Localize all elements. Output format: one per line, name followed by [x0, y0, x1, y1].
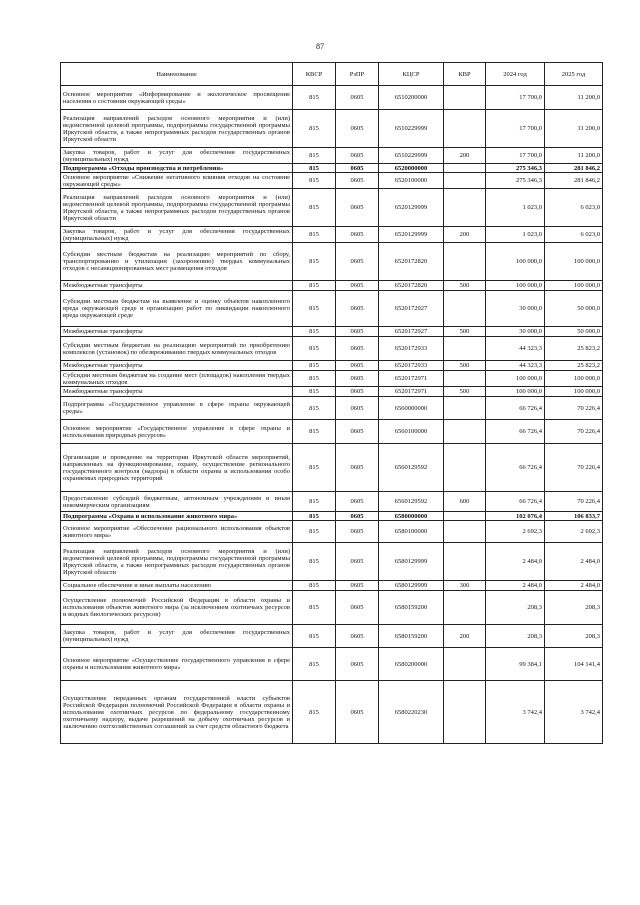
- cell-kvsr: 815: [293, 337, 336, 361]
- cell-kvsr: 815: [293, 227, 336, 243]
- col-header-kcsr: КЦСР: [379, 63, 444, 86]
- cell-rzpr: 0605: [336, 173, 379, 189]
- cell-y2025: 50 000,0: [545, 291, 603, 327]
- cell-name: Закупка товаров, работ и услуг для обеспечения государственных (муниципальных) нужд: [61, 625, 293, 648]
- cell-kvsr: 815: [293, 521, 336, 543]
- cell-kvsr: 815: [293, 243, 336, 281]
- cell-rzpr: 0605: [336, 291, 379, 327]
- table-row: [61, 327, 603, 337]
- cell-rzpr: 0605: [336, 444, 379, 492]
- cell-rzpr: 0605: [336, 581, 379, 591]
- cell-kcsr: 6580000000: [379, 512, 444, 521]
- cell-y2025: 3 742,4: [545, 681, 603, 744]
- cell-name: Предоставление субсидий бюджетным, автономным учреждениям и иным некоммерческим организациям: [61, 492, 293, 512]
- table-row: [61, 371, 603, 387]
- cell-y2025: 208,3: [545, 591, 603, 625]
- cell-kcsr: 6520172927: [379, 327, 444, 337]
- cell-name: Межбюджетные трансферты: [61, 387, 293, 397]
- cell-kcsr: 6560100000: [379, 420, 444, 444]
- cell-kcsr: 6580100000: [379, 521, 444, 543]
- cell-rzpr: 0605: [336, 397, 379, 420]
- cell-y2024: 100 000,0: [486, 281, 545, 291]
- cell-kvsr: 815: [293, 681, 336, 744]
- cell-y2025: 2 484,0: [545, 543, 603, 581]
- cell-y2024: 1 023,0: [486, 189, 545, 227]
- cell-y2025: 70 226,4: [545, 444, 603, 492]
- cell-name: Субсидии местным бюджетам на реализацию мероприятий по сбору, транспортированию и утилизации (захоронению) твердых коммунальных отходов с несанкционированных мест размещения отходов: [61, 243, 293, 281]
- cell-y2024: 275 346,3: [486, 164, 545, 173]
- cell-y2025: 281 846,2: [545, 164, 603, 173]
- cell-rzpr: 0605: [336, 361, 379, 371]
- cell-kvsr: 815: [293, 371, 336, 387]
- cell-y2024: 100 000,0: [486, 243, 545, 281]
- cell-rzpr: 0605: [336, 543, 379, 581]
- cell-y2024: 66 726,4: [486, 420, 545, 444]
- table-row: [61, 173, 603, 189]
- cell-name: Субсидии местным бюджетам на выявление и оценку объектов накопленного вреда окружающей среде и организацию работ по ликвидации накопленного вреда окружающей среде: [61, 291, 293, 327]
- table-row: [61, 387, 603, 397]
- cell-name: Реализация направлений расходов основного мероприятия и (или) ведомственной целевой программы, подпрограммы государственной программы Иркутской области, а также непрограммных расходов государственных органов Иркутской области: [61, 110, 293, 148]
- cell-kvsr: 815: [293, 189, 336, 227]
- table-row: [61, 543, 603, 581]
- cell-kvr: 200: [444, 227, 486, 243]
- col-header-rzpr: РзПР: [336, 63, 379, 86]
- cell-y2024: 208,3: [486, 625, 545, 648]
- cell-kvsr: 815: [293, 625, 336, 648]
- cell-name: Социальное обеспечение и иные выплаты населению: [61, 581, 293, 591]
- cell-kvr: 500: [444, 281, 486, 291]
- table-row: [61, 492, 603, 512]
- cell-y2024: 2 484,0: [486, 581, 545, 591]
- cell-name: Межбюджетные трансферты: [61, 327, 293, 337]
- cell-rzpr: 0605: [336, 281, 379, 291]
- cell-y2025: 6 023,0: [545, 189, 603, 227]
- cell-y2024: 99 384,1: [486, 648, 545, 681]
- cell-kcsr: 6520172933: [379, 361, 444, 371]
- table-row: [61, 148, 603, 164]
- cell-kvsr: 815: [293, 397, 336, 420]
- cell-kvr: [444, 591, 486, 625]
- cell-y2025: 11 200,0: [545, 110, 603, 148]
- cell-kvr: [444, 110, 486, 148]
- col-header-kvr: КВР: [444, 63, 486, 86]
- cell-rzpr: 0605: [336, 86, 379, 110]
- cell-y2025: 100 000,0: [545, 281, 603, 291]
- cell-kvr: [444, 512, 486, 521]
- cell-kvr: [444, 648, 486, 681]
- table-header-row: [61, 63, 603, 86]
- cell-kcsr: 6510229999: [379, 148, 444, 164]
- cell-kcsr: 6580129999: [379, 581, 444, 591]
- cell-rzpr: 0605: [336, 492, 379, 512]
- cell-rzpr: 0605: [336, 337, 379, 361]
- col-header-2024: 2024 год: [486, 63, 545, 86]
- cell-kvsr: 815: [293, 591, 336, 625]
- table-row: [61, 521, 603, 543]
- table-row: [61, 581, 603, 591]
- cell-kcsr: 6510200000: [379, 86, 444, 110]
- table-row: [61, 164, 603, 173]
- cell-y2024: 66 726,4: [486, 444, 545, 492]
- cell-rzpr: 0605: [336, 327, 379, 337]
- cell-y2025: 11 200,0: [545, 148, 603, 164]
- cell-kvr: 500: [444, 327, 486, 337]
- cell-y2025: 2 692,3: [545, 521, 603, 543]
- cell-kcsr: 6520100000: [379, 173, 444, 189]
- cell-name: Межбюджетные трансферты: [61, 281, 293, 291]
- cell-name: Подпрограмма «Отходы производства и потребления»: [61, 164, 293, 173]
- cell-name: Основное мероприятие «Государственное управление в сфере охраны и использования природных ресурсов»: [61, 420, 293, 444]
- cell-y2025: 208,3: [545, 625, 603, 648]
- cell-y2024: 100 000,0: [486, 387, 545, 397]
- table-row: [61, 591, 603, 625]
- cell-kvr: [444, 291, 486, 327]
- cell-y2025: 104 141,4: [545, 648, 603, 681]
- cell-y2025: 50 000,0: [545, 327, 603, 337]
- cell-rzpr: 0605: [336, 164, 379, 173]
- cell-rzpr: 0605: [336, 521, 379, 543]
- cell-kvr: [444, 189, 486, 227]
- cell-y2025: 100 000,0: [545, 243, 603, 281]
- cell-name: Закупка товаров, работ и услуг для обеспечения государственных (муниципальных) нужд: [61, 227, 293, 243]
- cell-kvr: 200: [444, 625, 486, 648]
- cell-y2025: 100 000,0: [545, 387, 603, 397]
- cell-rzpr: 0605: [336, 110, 379, 148]
- cell-y2024: 17 700,0: [486, 86, 545, 110]
- table-row: [61, 648, 603, 681]
- cell-y2024: 2 692,3: [486, 521, 545, 543]
- cell-y2024: 44 323,3: [486, 361, 545, 371]
- cell-kvsr: 815: [293, 648, 336, 681]
- col-header-2025: 2025 год: [545, 63, 603, 86]
- cell-y2025: 11 200,0: [545, 86, 603, 110]
- table-row: [61, 444, 603, 492]
- cell-y2024: 66 726,4: [486, 492, 545, 512]
- cell-kvsr: 815: [293, 581, 336, 591]
- table-row: [61, 227, 603, 243]
- cell-y2024: 102 076,4: [486, 512, 545, 521]
- cell-kvsr: 815: [293, 512, 336, 521]
- cell-kcsr: 6520172927: [379, 291, 444, 327]
- cell-kcsr: 6560129592: [379, 444, 444, 492]
- cell-kcsr: 6520129999: [379, 189, 444, 227]
- cell-y2024: 2 484,0: [486, 543, 545, 581]
- cell-kvsr: 815: [293, 361, 336, 371]
- cell-kvsr: 815: [293, 173, 336, 189]
- cell-y2024: 44 323,3: [486, 337, 545, 361]
- cell-name: Реализация направлений расходов основного мероприятия и (или) ведомственной целевой программы, подпрограммы государственной программы Иркутской области, а также непрограммных расходов государственных органов Иркутской области: [61, 189, 293, 227]
- cell-kvr: [444, 243, 486, 281]
- cell-name: Основное мероприятие «Снижение негативного влияния отходов на состояние окружающей среды»: [61, 173, 293, 189]
- cell-name: Субсидии местным бюджетам на реализацию мероприятий по приобретению комплексов (установок) по обезвреживанию твердых коммунальных отходов: [61, 337, 293, 361]
- table-row: [61, 420, 603, 444]
- cell-rzpr: 0605: [336, 625, 379, 648]
- cell-kvr: [444, 521, 486, 543]
- cell-kvr: [444, 337, 486, 361]
- cell-rzpr: 0605: [336, 512, 379, 521]
- table-row: [61, 681, 603, 744]
- cell-y2025: 100 000,0: [545, 371, 603, 387]
- cell-kvsr: 815: [293, 444, 336, 492]
- cell-kvr: 500: [444, 387, 486, 397]
- cell-y2024: 66 726,4: [486, 397, 545, 420]
- cell-kcsr: 6510229999: [379, 110, 444, 148]
- cell-rzpr: 0605: [336, 648, 379, 681]
- cell-rzpr: 0605: [336, 243, 379, 281]
- cell-kvr: [444, 164, 486, 173]
- cell-kcsr: 6520172820: [379, 243, 444, 281]
- cell-kcsr: 6520000000: [379, 164, 444, 173]
- cell-y2025: 25 823,2: [545, 361, 603, 371]
- cell-rzpr: 0605: [336, 227, 379, 243]
- cell-name: Организация и проведение на территории Иркутской области мероприятий, направленных на функционирование, охрану, осуществление регионального государственного контроля (надзора) в области охраны и использования особо охраняемых природных территорий: [61, 444, 293, 492]
- table-row: [61, 361, 603, 371]
- cell-kvr: [444, 420, 486, 444]
- cell-kvsr: 815: [293, 327, 336, 337]
- cell-rzpr: 0605: [336, 189, 379, 227]
- cell-rzpr: 0605: [336, 148, 379, 164]
- cell-kvr: [444, 86, 486, 110]
- cell-kcsr: 6580129999: [379, 543, 444, 581]
- table-row: [61, 86, 603, 110]
- table-row: [61, 243, 603, 281]
- cell-kvsr: 815: [293, 291, 336, 327]
- cell-y2024: 30 000,0: [486, 327, 545, 337]
- cell-y2025: 106 833,7: [545, 512, 603, 521]
- budget-table: [60, 62, 603, 744]
- cell-name: Подпрограмма «Государственное управление в сфере охраны окружающей среды»: [61, 397, 293, 420]
- cell-kvsr: 815: [293, 148, 336, 164]
- cell-kvr: 500: [444, 361, 486, 371]
- cell-kcsr: 6520172971: [379, 371, 444, 387]
- cell-kcsr: 6560000000: [379, 397, 444, 420]
- cell-kvsr: 815: [293, 110, 336, 148]
- table-row: [61, 337, 603, 361]
- cell-rzpr: 0605: [336, 681, 379, 744]
- cell-kcsr: 6580220230: [379, 681, 444, 744]
- cell-y2024: 208,3: [486, 591, 545, 625]
- cell-kvr: [444, 543, 486, 581]
- cell-kcsr: 6580159200: [379, 625, 444, 648]
- table-row: [61, 291, 603, 327]
- cell-y2025: 70 226,4: [545, 420, 603, 444]
- cell-y2025: 25 823,2: [545, 337, 603, 361]
- cell-kvsr: 815: [293, 543, 336, 581]
- cell-kvsr: 815: [293, 492, 336, 512]
- table-row: [61, 110, 603, 148]
- cell-y2024: 17 700,0: [486, 148, 545, 164]
- cell-rzpr: 0605: [336, 420, 379, 444]
- cell-kvr: [444, 173, 486, 189]
- cell-y2024: 3 742,4: [486, 681, 545, 744]
- cell-y2025: 70 226,4: [545, 492, 603, 512]
- cell-kvsr: 815: [293, 164, 336, 173]
- cell-kvr: [444, 397, 486, 420]
- cell-kcsr: 6580159200: [379, 591, 444, 625]
- cell-kcsr: 6520129999: [379, 227, 444, 243]
- cell-name: Основное мероприятие «Осуществление государственного управления в сфере охраны и использования животного мира»: [61, 648, 293, 681]
- table-row: [61, 281, 603, 291]
- table-row: [61, 189, 603, 227]
- page-number: 87: [316, 42, 324, 51]
- cell-kcsr: 6580200000: [379, 648, 444, 681]
- cell-kcsr: 6520172820: [379, 281, 444, 291]
- table-row: [61, 397, 603, 420]
- cell-name: Осуществление переданных органам государственной власти субъектов Российской Федерации полномочий Российской Федерации в области охраны и использования охотничьих ресурсов по федеральному государственному охотничьему надзору, выдаче разрешений на добычу охотничьих ресурсов и заключению охотхозяйственных соглашений за счет средств областного бюджета: [61, 681, 293, 744]
- cell-rzpr: 0605: [336, 387, 379, 397]
- col-header-name: Наименование: [61, 63, 293, 86]
- cell-kvr: 200: [444, 148, 486, 164]
- cell-y2025: 281 846,2: [545, 173, 603, 189]
- table-row: [61, 512, 603, 521]
- cell-kvsr: 815: [293, 387, 336, 397]
- cell-y2025: 2 484,0: [545, 581, 603, 591]
- cell-kvr: [444, 371, 486, 387]
- cell-kcsr: 6520172933: [379, 337, 444, 361]
- cell-kvr: 600: [444, 492, 486, 512]
- cell-y2024: 17 700,0: [486, 110, 545, 148]
- cell-kcsr: 6560129592: [379, 492, 444, 512]
- cell-name: Основное мероприятие «Информирование и экологическое просвещение населения о состоянии окружающей среды»: [61, 86, 293, 110]
- cell-kcsr: 6520172971: [379, 387, 444, 397]
- col-header-kvsr: КВСР: [293, 63, 336, 86]
- table-body: [61, 86, 603, 744]
- table-row: [61, 625, 603, 648]
- cell-kvsr: 815: [293, 86, 336, 110]
- cell-name: Основное мероприятие «Обеспечение рационального использования объектов животного мира»: [61, 521, 293, 543]
- cell-name: Закупка товаров, работ и услуг для обеспечения государственных (муниципальных) нужд: [61, 148, 293, 164]
- cell-kvsr: 815: [293, 420, 336, 444]
- cell-name: Субсидии местным бюджетам на создание мест (площадок) накопления твердых коммунальных отходов: [61, 371, 293, 387]
- cell-y2024: 100 000,0: [486, 371, 545, 387]
- cell-name: Межбюджетные трансферты: [61, 361, 293, 371]
- cell-y2024: 30 000,0: [486, 291, 545, 327]
- cell-rzpr: 0605: [336, 371, 379, 387]
- cell-y2025: 6 023,0: [545, 227, 603, 243]
- cell-y2024: 275 346,3: [486, 173, 545, 189]
- cell-y2024: 1 023,0: [486, 227, 545, 243]
- cell-kvr: [444, 444, 486, 492]
- cell-rzpr: 0605: [336, 591, 379, 625]
- cell-name: Осуществление полномочий Российской Федерации в области охраны и использования объектов животного мира (за исключением охотничьих ресурсов и водных биологических ресурсов): [61, 591, 293, 625]
- cell-kvr: 300: [444, 581, 486, 591]
- cell-name: Реализация направлений расходов основного мероприятия и (или) ведомственной целевой программы, подпрограммы государственной программы Иркутской области, а также непрограммных расходов государственных органов Иркутской области: [61, 543, 293, 581]
- cell-kvr: [444, 681, 486, 744]
- cell-name: Подпрограмма «Охрана и использование животного мира»: [61, 512, 293, 521]
- cell-y2025: 70 226,4: [545, 397, 603, 420]
- cell-kvsr: 815: [293, 281, 336, 291]
